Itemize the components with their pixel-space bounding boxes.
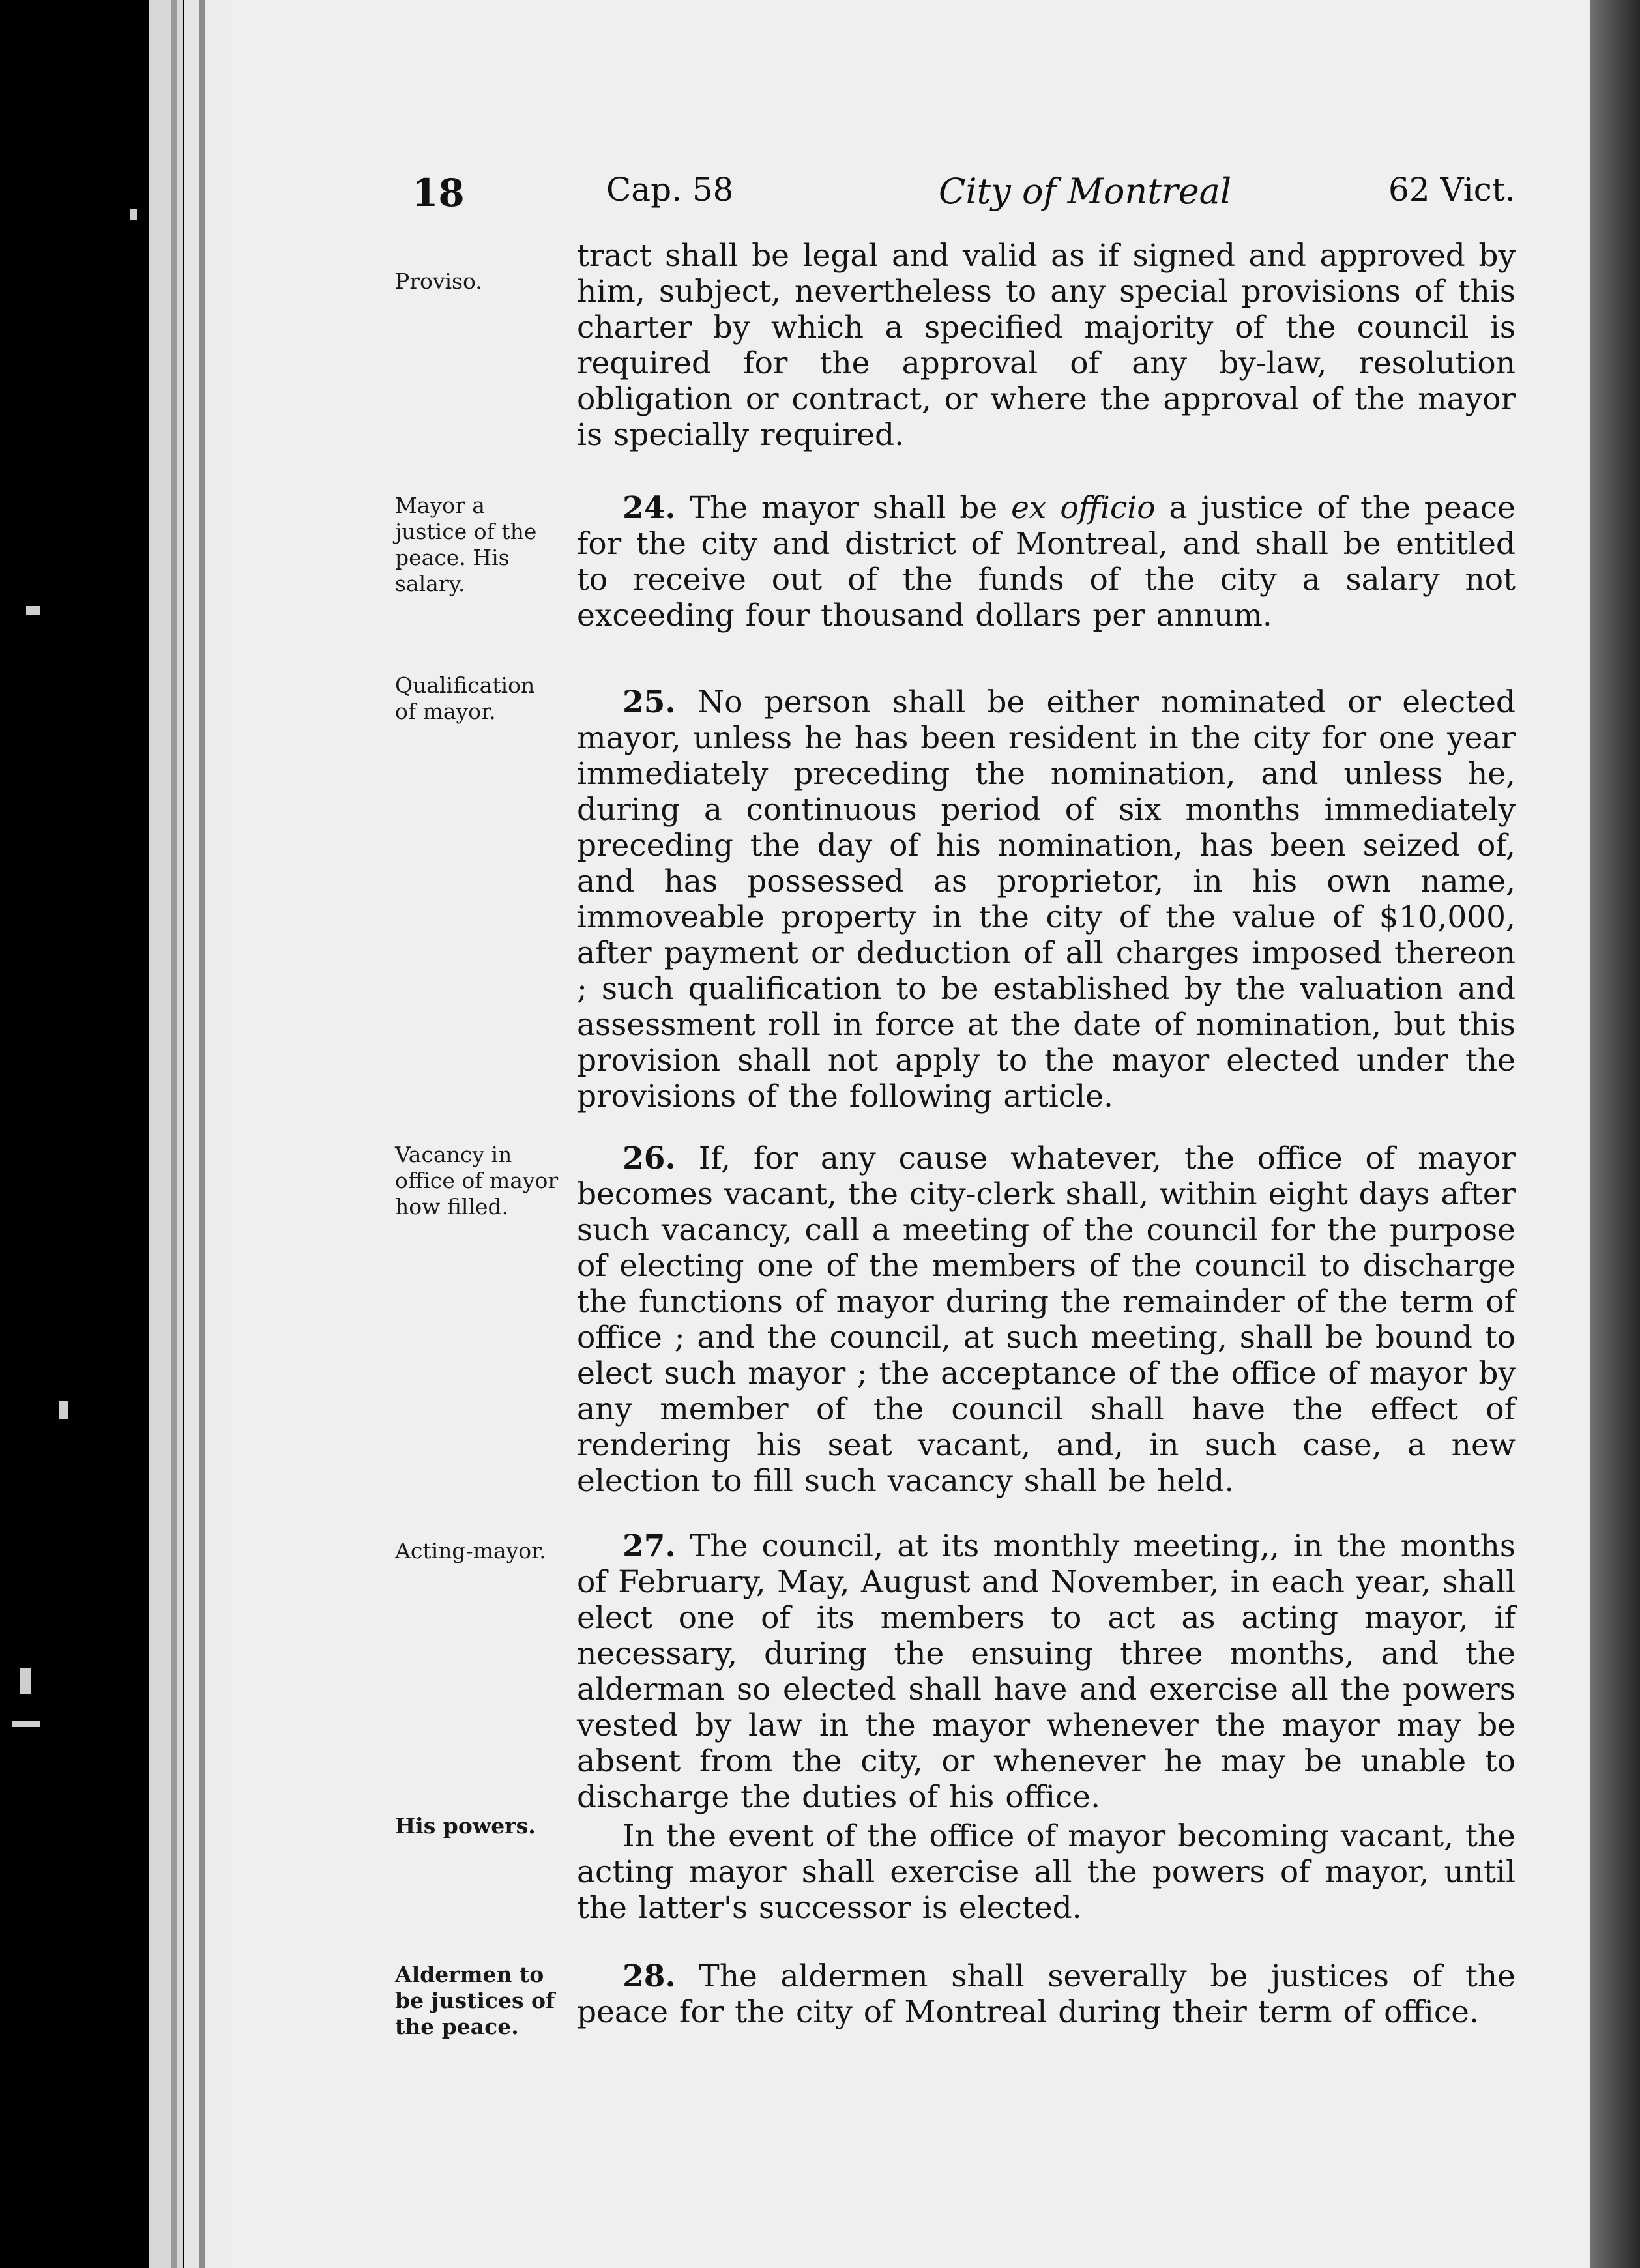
margin-note-qualification: Qualification of mayor. [395,673,535,724]
running-title: City of Montreal [939,171,1232,212]
section-text: The council, at its monthly meeting,, in the months of February, May, August and November, in each year, shall elect one of its members to act as acting mayor, if necessary, during the ensuing three months, and the alderman so elected shall have and exercise all the powers vested by law in the mayor whenever the mayor may be absent from the city, or whenever he may be unable to discharge the duties of his office. [577,1528,1516,1815]
section-text-italic: ex officio [1011,490,1156,526]
section-text: The aldermen shall severally be justices of the peace for the city of Montreal during their term of office. [577,1958,1516,2030]
margin-note-aldermen: Aldermen to be justices of the peace. [395,1962,555,2039]
section-text: The mayor shall be [689,490,998,526]
margin-note-vacancy: Vacancy in office of mayor how filled. [395,1142,559,1219]
section-text: No person shall be either nominated or elected mayor, unless he has been resident in the city for one year immediately preceding the nomination, and unless he, during a continuous period of six months immediately preceding the day of his nomination, has been seized of, and has possessed as proprietor, in his own name, immoveable property in the city of the value of $10,000, after payment or deduction of all charges imposed thereon ; such qualification to be established by the valuation and assessment roll in force at the date of nomination, but this provision shall not apply to the mayor elected under the provisions of the following article. [577,684,1516,1114]
section-24 [577,490,1516,633]
margin-note-proviso: Proviso. [395,269,482,294]
section-continuation: tract shall be legal and valid as if signed and approved by him, subject, nevertheless to any special provisions of this charter by which a specified majority of the council is required for the approval of any by-law, resolution obligation or contract, or where the approval of the mayor is specially required. [577,238,1516,453]
section-27 [577,1528,1516,1815]
page-gutter-shadow [1590,0,1640,2268]
section-number: 27. [622,1528,676,1564]
chapter-label: Cap. 58 [606,171,734,209]
section-text: If, for any cause whatever, the office of mayor becomes vacant, the city-clerk shall, within eight days after such vacancy, call a meeting of the council for the purpose of electing one of the members of the council to discharge the functions of mayor during the remainder of the term of office ; and the council, at such meeting, shall be bound to elect such mayor ; the acceptance of the office of mayor by any member of the council shall have the effect of rendering his seat vacant, and, in such case, a new election to fill such vacancy shall be held. [577,1141,1516,1499]
margin-note-his-powers: His powers. [395,1813,536,1839]
margin-note-acting-mayor: Acting-mayor. [395,1538,546,1563]
regnal-year: 62 Vict. [1388,171,1516,209]
section-number: 26. [622,1141,676,1176]
section-25 [577,684,1516,1114]
section-28 [577,1958,1516,2030]
section-text: a justice of the peace for the city and district of Montreal, and shall be entitled to receive out of the funds of the city a salary not exceeding four thousand dollars per annum. [577,490,1516,633]
page-stack-edge [171,0,177,2268]
page-number: 18 [412,171,465,215]
page-stack-edge [184,0,199,2268]
page-stack-edge [205,0,231,2268]
section-26 [577,1141,1516,1499]
section-27-paragraph-2: In the event of the office of mayor becoming vacant, the acting mayor shall exercise all the powers of mayor, until the latter's successor is elected. [577,1818,1516,1926]
page-stack-edge [199,0,205,2268]
page-stack-edge [149,0,183,2268]
section-number: 24. [622,490,676,526]
margin-note-mayor-justice: Mayor a justice of the peace. His salary. [395,493,537,596]
section-number: 28. [622,1958,676,1994]
section-number: 25. [622,684,676,720]
